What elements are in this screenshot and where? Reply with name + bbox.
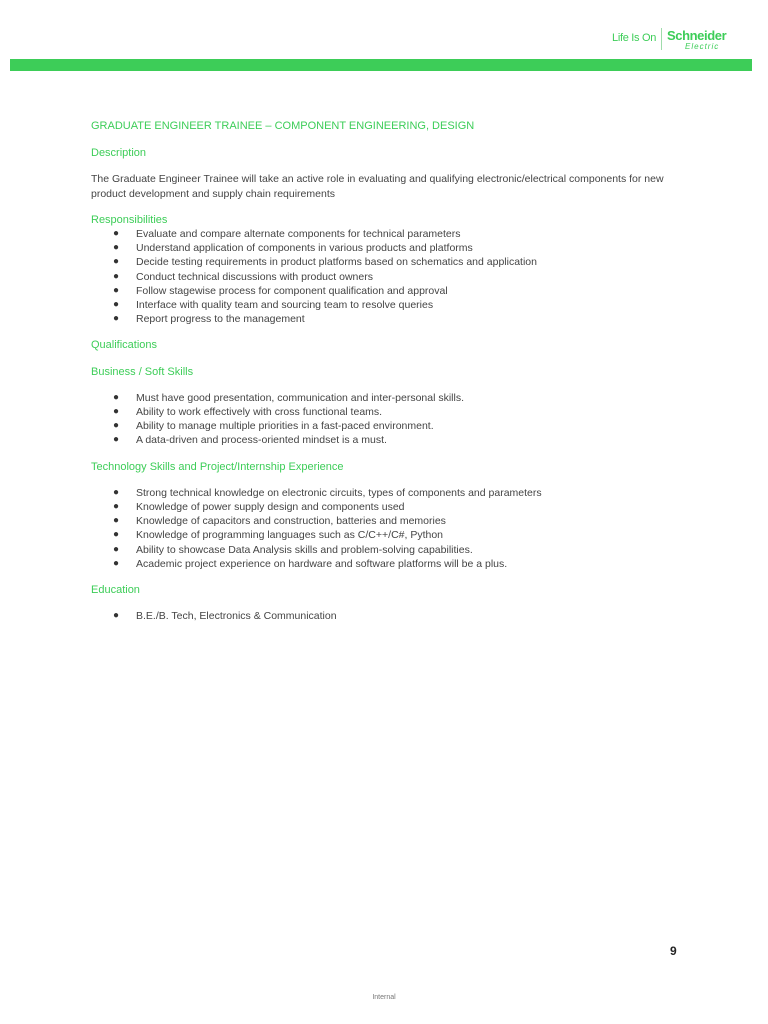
education-list [91,609,691,623]
logo-divider [661,28,662,50]
tech-skills-list [91,486,691,571]
bullet-icon: ● [113,391,120,403]
list-item: ● Report progress to the management [113,313,305,326]
list-item: ● Must have good presentation, communication and inter-personal skills. [113,391,465,404]
bullet-icon: ● [113,529,120,541]
list-item: ● Understand application of components in various products and platforms [113,242,473,255]
list-item: ● Ability to manage multiple priorities in a fast-paced environment. [113,420,434,433]
soft-skills-heading: Business / Soft Skills [91,365,194,378]
bullet-icon: ● [113,228,120,240]
bullet-icon: ● [113,434,120,446]
document-body [91,119,691,623]
list-item: ● Ability to work effectively with cross functional teams. [113,406,383,419]
bullet-icon: ● [113,420,120,432]
bullet-icon: ● [113,515,120,527]
bullet-icon: ● [113,256,120,268]
description-heading: Description [91,147,147,160]
list-item: ● Ability to showcase Data Analysis skills and problem-solving capabilities. [113,543,473,556]
bullet-icon: ● [113,543,120,555]
page-header [0,0,768,70]
list-item: ● Strong technical knowledge on electronic circuits, types of components and parameters [113,486,542,499]
bullet-icon: ● [113,284,120,296]
logo-sub: Electric [685,42,720,51]
list-item: ● Knowledge of programming languages such as C/C++/C#, Python [113,529,444,542]
document-title: GRADUATE ENGINEER TRAINEE – COMPONENT ENGINEERING, DESIGN [91,120,475,132]
page-number: 9 [670,944,677,958]
list-item: ● Knowledge of capacitors and construction, batteries and memories [113,515,446,528]
bullet-icon: ● [113,242,120,254]
bullet-icon: ● [113,313,120,325]
logo-name: Schneider [667,28,727,43]
education-heading: Education [91,584,140,597]
list-item: ● Decide testing requirements in product platforms based on schematics and application [113,256,537,269]
bullet-icon: ● [113,610,120,622]
description-text: The Graduate Engineer Trainee will take an active role in evaluating and qualifying electronic/electrical components for new product development and supply chain requirements [91,173,664,200]
tagline: Life Is On [612,32,657,44]
list-item: ● Conduct technical discussions with product owners [113,270,373,283]
header-green-bar [10,59,752,71]
bullet-icon: ● [113,299,120,311]
responsibilities-heading: Responsibilities [91,213,168,226]
bullet-icon: ● [113,270,120,282]
bullet-icon: ● [113,406,120,418]
list-item: ● Knowledge of power supply design and components used [113,501,405,514]
bullet-icon: ● [113,486,120,498]
tech-skills-heading: Technology Skills and Project/Internship Experience [91,460,344,473]
list-item: ● Follow stagewise process for component qualification and approval [113,284,448,297]
list-item: ● B.E./B. Tech, Electronics & Communication [113,610,337,623]
list-item: ● Academic project experience on hardware and software platforms will be a plus. [113,557,508,570]
list-item: ● A data-driven and process-oriented mindset is a must. [113,434,387,447]
company-logo [667,28,731,54]
list-item: ● Interface with quality team and sourcing team to resolve queries [113,299,434,312]
soft-skills-list [91,391,691,448]
qualifications-heading: Qualifications [91,339,158,352]
bullet-icon: ● [113,557,120,569]
list-item: ● Evaluate and compare alternate components for technical parameters [113,228,461,241]
classification-label: Internal [372,994,396,1001]
bullet-icon: ● [113,501,120,513]
responsibilities-list [91,227,691,326]
